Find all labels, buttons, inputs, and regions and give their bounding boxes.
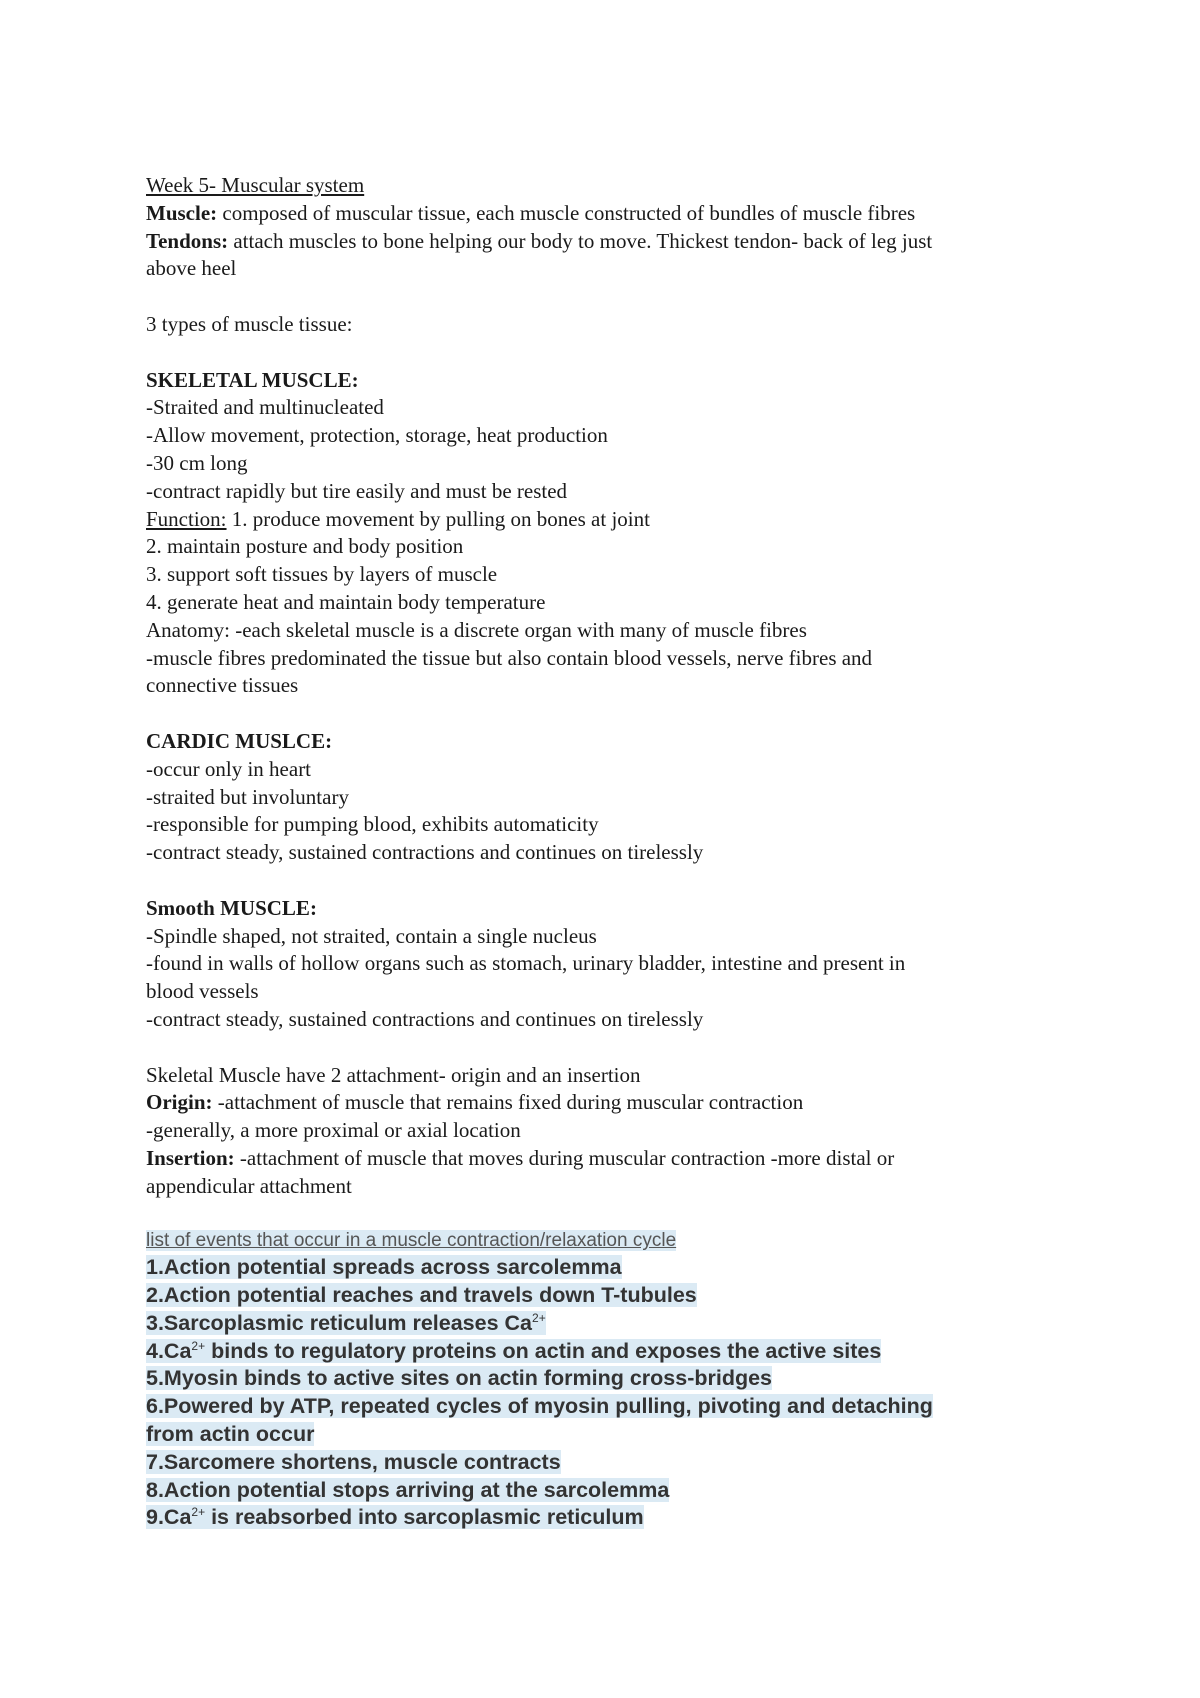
event-text: from actin occur xyxy=(146,1422,315,1447)
anatomy-line: connective tissues xyxy=(146,673,299,698)
smooth-heading: Smooth MUSCLE: xyxy=(146,895,317,920)
event-item xyxy=(146,1393,1076,1421)
cardiac-line: -contract steady, sustained contractions and continues on tirelessly xyxy=(146,840,704,865)
function-first: 1. produce movement by pulling on bones at joint xyxy=(226,506,650,531)
skeletal-line: -contract rapidly but tire easily and must be rested xyxy=(146,478,568,503)
origin-term: Origin: xyxy=(146,1090,213,1115)
anatomy-line: Anatomy: -each skeletal muscle is a discrete organ with many of muscle fibres xyxy=(146,617,807,642)
page-title: Week 5- Muscular system xyxy=(146,173,365,197)
tendons-definition-cont: above heel xyxy=(146,256,237,281)
skeletal-line: -Allow movement, protection, storage, heat production xyxy=(146,423,608,448)
event-text: is reabsorbed into sarcoplasmic reticulum xyxy=(205,1505,644,1530)
spacer xyxy=(146,867,1076,895)
superscript: 2+ xyxy=(191,1338,206,1353)
smooth-line: -Spindle shaped, not straited, contain a single nucleus xyxy=(146,923,597,948)
event-item-cont xyxy=(146,1421,1076,1449)
event-text: 4.Ca xyxy=(146,1338,192,1363)
event-item xyxy=(146,1504,1076,1532)
event-item xyxy=(146,1449,1076,1477)
event-item xyxy=(146,1282,1076,1310)
event-text-group xyxy=(146,1311,546,1335)
smooth-line: -found in walls of hollow organs such as stomach, urinary bladder, intestine and present in xyxy=(146,951,906,976)
event-text: 1.Action potential spreads across sarcolemma xyxy=(146,1255,622,1280)
muscle-term: Muscle: xyxy=(146,200,218,225)
tendons-definition xyxy=(146,228,1076,256)
function-line xyxy=(146,506,1076,534)
function-item: 2. maintain posture and body position xyxy=(146,534,464,559)
spacer xyxy=(146,700,1076,728)
event-text: binds to regulatory proteins on actin and exposes the active sites xyxy=(205,1338,882,1363)
events-title-text: list of events that occur in a muscle contraction/relaxation cycle xyxy=(146,1230,677,1252)
smooth-line: -contract steady, sustained contractions and continues on tirelessly xyxy=(146,1006,704,1031)
event-text: 6.Powered by ATP, repeated cycles of myosin pulling, pivoting and detaching xyxy=(146,1394,933,1419)
event-item xyxy=(146,1310,1076,1338)
skeletal-heading: SKELETAL MUSCLE: xyxy=(146,367,359,392)
event-item xyxy=(146,1254,1076,1282)
tendons-term: Tendons: xyxy=(146,228,229,253)
insertion-cont: appendicular attachment xyxy=(146,1173,352,1198)
event-text-group xyxy=(146,1505,644,1529)
muscle-definition xyxy=(146,200,1076,228)
types-intro: 3 types of muscle tissue: xyxy=(146,311,353,336)
insertion-term: Insertion: xyxy=(146,1145,235,1170)
spacer xyxy=(146,1034,1076,1062)
smooth-line: blood vessels xyxy=(146,979,259,1004)
event-text: 9.Ca xyxy=(146,1505,192,1530)
document-page xyxy=(146,172,1076,1532)
event-text: 3.Sarcoplasmic reticulum releases Ca xyxy=(146,1310,533,1335)
spacer xyxy=(146,283,1076,311)
tendons-text: attach muscles to bone helping our body to move. Thickest tendon- back of leg just xyxy=(228,228,933,253)
cardiac-line: -straited but involuntary xyxy=(146,784,349,809)
event-text: 2.Action potential reaches and travels down T-tubules xyxy=(146,1283,697,1308)
cardiac-line: -responsible for pumping blood, exhibits automaticity xyxy=(146,812,599,837)
insertion-line xyxy=(146,1145,1076,1173)
attachment-intro: Skeletal Muscle have 2 attachment- origin and an insertion xyxy=(146,1062,641,1087)
event-text: 5.Myosin binds to active sites on actin forming cross-bridges xyxy=(146,1366,773,1391)
cardiac-line: -occur only in heart xyxy=(146,756,312,781)
superscript: 2+ xyxy=(191,1505,206,1520)
cardiac-heading: CARDIC MUSLCE: xyxy=(146,728,333,753)
function-item: 4. generate heat and maintain body temperature xyxy=(146,589,546,614)
insertion-text: -attachment of muscle that moves during muscular contraction -more distal or xyxy=(234,1145,895,1170)
muscle-text: composed of muscular tissue, each muscle constructed of bundles of muscle fibres xyxy=(217,200,916,225)
origin-text: -attachment of muscle that remains fixed during muscular contraction xyxy=(212,1090,804,1115)
events-list xyxy=(146,1228,1076,1532)
spacer xyxy=(146,1200,1076,1228)
event-text: 8.Action potential stops arriving at the sarcolemma xyxy=(146,1477,670,1502)
function-item: 3. support soft tissues by layers of muscle xyxy=(146,562,498,587)
events-title xyxy=(146,1228,1076,1254)
origin-line xyxy=(146,1089,1076,1117)
skeletal-line: -Straited and multinucleated xyxy=(146,395,384,420)
event-item xyxy=(146,1365,1076,1393)
event-text-group xyxy=(146,1339,881,1363)
spacer xyxy=(146,339,1076,367)
superscript: 2+ xyxy=(532,1310,546,1325)
event-item xyxy=(146,1338,1076,1366)
anatomy-line: -muscle fibres predominated the tissue but also contain blood vessels, nerve fibres and xyxy=(146,645,873,670)
function-label: Function: xyxy=(146,506,227,531)
event-item xyxy=(146,1477,1076,1505)
event-text: 7.Sarcomere shortens, muscle contracts xyxy=(146,1449,561,1474)
skeletal-line: -30 cm long xyxy=(146,450,248,475)
origin-cont: -generally, a more proximal or axial location xyxy=(146,1118,521,1143)
